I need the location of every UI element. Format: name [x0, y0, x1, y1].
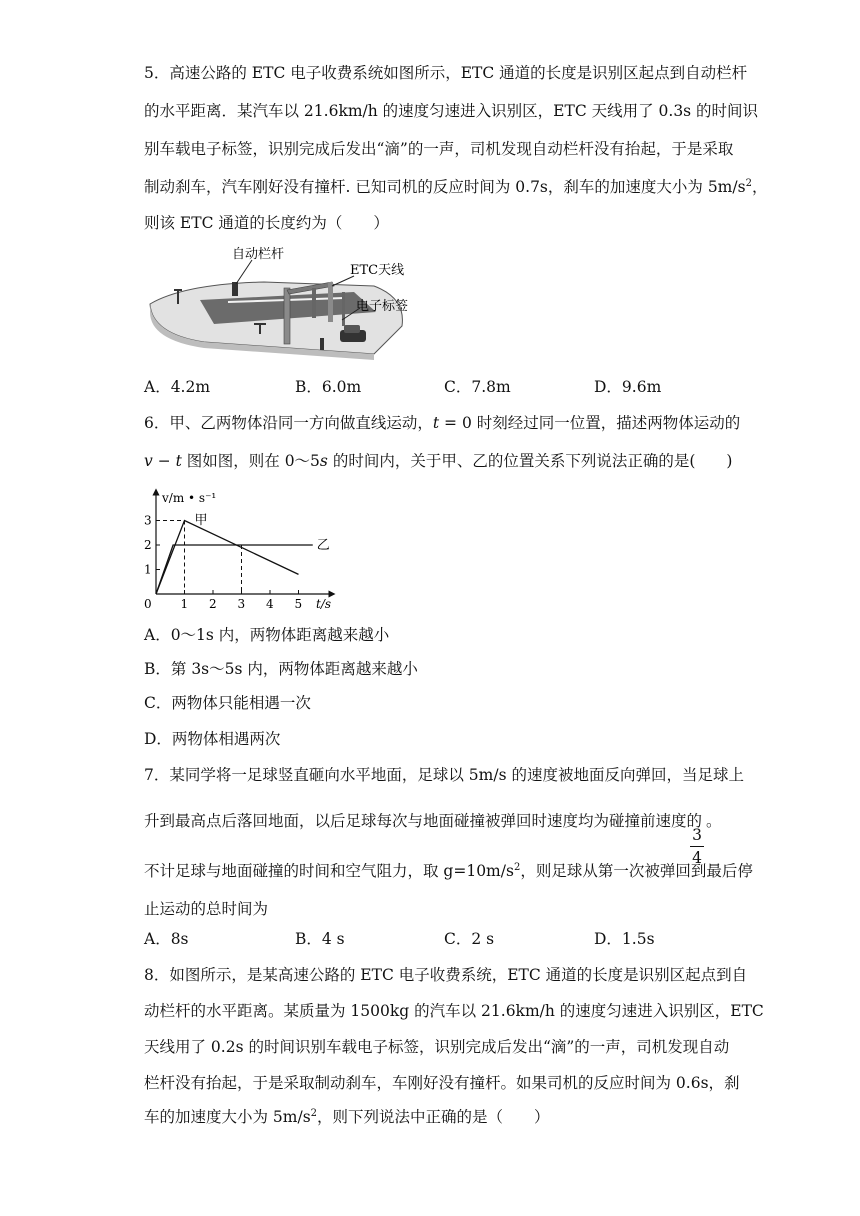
q7-option-d[interactable]: D．1.5s	[594, 930, 655, 948]
q6-option-a[interactable]: A．0～1s 内，两物体距离越来越小	[144, 626, 390, 644]
series-jia-line	[156, 521, 299, 595]
q8-sup: 2	[310, 1108, 318, 1119]
q5-line-4	[144, 176, 767, 198]
q7-option-c[interactable]: C．2 s	[444, 930, 495, 948]
q5-option-c[interactable]: C．7.8m	[444, 378, 511, 396]
q5-line-1: 5．高速公路的 ETC 电子收费系统如图所示，ETC 通道的长度是识别区起点到自动栏杆	[144, 64, 748, 82]
q5-line-5: 则该 ETC 通道的长度约为（ ）	[144, 214, 389, 232]
x-tick-label: 0	[144, 597, 152, 611]
q6-line-1-a: 6．甲、乙两物体沿同一方向做直线运动，	[144, 414, 433, 432]
q8-line-3: 天线用了 0.2s 的时间识别车载电子标签，识别完成后发出“滴”的一声，司机发现自动	[144, 1038, 730, 1056]
x-tick-label: 5	[294, 597, 303, 611]
q8-line-5-b: ，则下列说法中正确的是（ ）	[317, 1108, 550, 1126]
q6-line-1	[144, 412, 740, 434]
label-barrier: 自动栏杆	[232, 247, 285, 262]
x-tick-label: 1	[180, 597, 189, 611]
q5-option-d[interactable]: D．9.6m	[594, 378, 662, 396]
q6-line-2-s: s	[319, 452, 328, 470]
q8-line-5	[144, 1106, 550, 1128]
y-tick-label: 2	[144, 538, 152, 552]
q6-line-1-t: t	[432, 414, 440, 432]
q7-line-2: 升到最高点后落回地面，以后足球每次与地面碰撞被弹回时速度均为碰撞前速度的	[144, 812, 703, 830]
q5-option-b[interactable]: B．6.0m	[295, 378, 362, 396]
label-antenna: ETC天线	[350, 263, 405, 278]
q6-line-2	[144, 450, 732, 472]
q5-line-3: 别车载电子标签，识别完成后发出“滴”的一声，司机发现自动栏杆没有抬起，于是采取	[144, 140, 734, 158]
q6-option-d[interactable]: D．两物体相遇两次	[144, 730, 281, 748]
label-tag: 电子标签	[356, 299, 409, 314]
q7-line-3-a: 不计足球与地面碰撞的时间和空气阻力，取 g=10m/s	[144, 862, 514, 880]
series-yi-label: 乙	[316, 538, 330, 553]
q5-option-a[interactable]: A．4.2m	[144, 378, 211, 396]
q6-line-2-f: 的时间内，关于甲、乙的位置关系下列说法正确的是( )	[327, 452, 733, 470]
q7-line-3-b: ，则足球从第一次被弹回到最后停	[520, 862, 753, 880]
q6-option-b[interactable]: B．第 3s～5s 内，两物体距离越来越小	[144, 660, 418, 678]
vt-chart	[140, 486, 340, 612]
q6-line-1-b: = 0 时刻经过同一位置，描述两物体运动的	[439, 414, 741, 432]
x-tick-label: 3	[237, 597, 246, 611]
frac-denominator: 4	[692, 849, 702, 867]
q7-line-2-tail: 。	[706, 812, 722, 830]
x-tick-label: 4	[266, 597, 274, 611]
q6-line-2-minus: −	[152, 452, 176, 470]
q8-line-2: 动栏杆的水平距离。某质量为 1500kg 的汽车以 21.6km/h 的速度匀速进入识别区，ETC	[144, 1002, 764, 1020]
y-axis-label: v/m • s⁻¹	[162, 491, 217, 505]
y-tick-label: 3	[144, 513, 152, 528]
q5-sup: 2	[745, 178, 752, 189]
q6-option-c[interactable]: C．两物体只能相遇一次	[144, 694, 311, 712]
q7-sup: 2	[513, 862, 521, 873]
q7-line-3	[144, 860, 753, 882]
q5-line-4-text: 制动刹车，汽车刚好没有撞杆. 已知司机的反应时间为 0.7s，刹车的加速度大小为 5m/s	[144, 178, 746, 196]
q8-line-5-a: 车的加速度大小为 5m/s	[144, 1108, 311, 1126]
x-axis-label: t/s	[316, 597, 332, 611]
q7-option-a[interactable]: A．8s	[144, 930, 189, 948]
y-tick-label: 1	[144, 562, 152, 577]
etc-figure	[144, 242, 414, 364]
q6-line-2-d: 图如图，则在 0～5	[181, 452, 320, 470]
q7-option-b[interactable]: B．4 s	[295, 930, 345, 948]
series-jia-label: 甲	[194, 513, 208, 529]
q5-line-4-tail: ，	[751, 178, 768, 196]
frac-numerator: 3	[692, 826, 702, 844]
q7-line-1: 7．某同学将一足球竖直砸向水平地面，足球以 5m/s 的速度被地面反向弹回，当足球上	[144, 766, 744, 784]
x-tick-label: 2	[209, 597, 217, 611]
q7-line-4: 止运动的总时间为	[144, 900, 269, 918]
q6-line-2-v: v	[144, 452, 153, 470]
q8-line-1: 8．如图所示，是某高速公路的 ETC 电子收费系统，ETC 通道的长度是识别区起点到自	[144, 966, 748, 984]
q5-line-2: 的水平距离．某汽车以 21.6km/h 的速度匀速进入识别区，ETC 天线用了 0.3s 的时间识	[144, 102, 759, 120]
q8-line-4: 栏杆没有抬起，于是采取制动刹车，车刚好没有撞杆。如果司机的反应时间为 0.6s，刹	[144, 1074, 740, 1092]
q6-line-2-t: t	[175, 452, 182, 470]
